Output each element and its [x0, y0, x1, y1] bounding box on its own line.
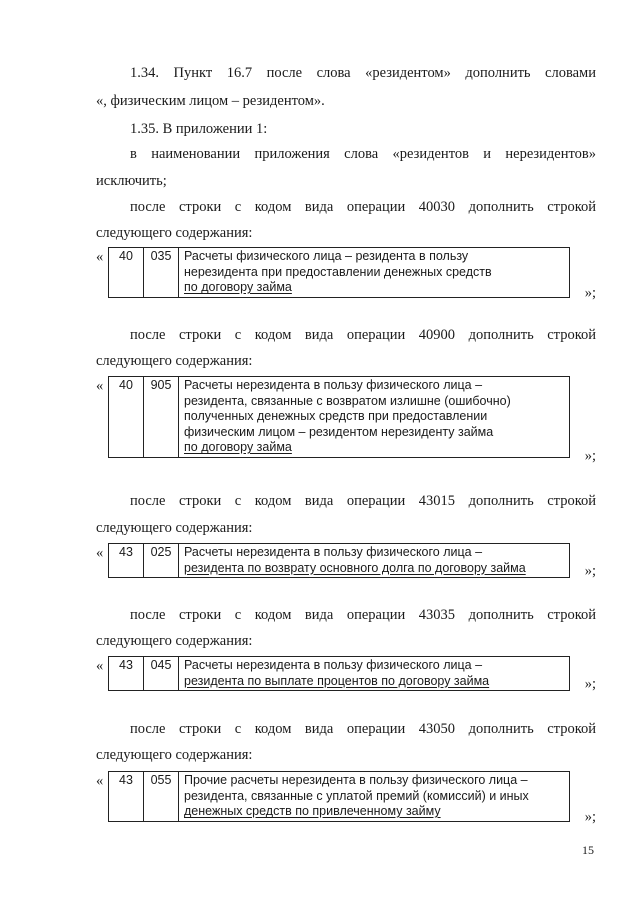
paragraph-1-34-line-2: «, физическим лицом – резидентом».	[96, 93, 325, 109]
quote-open: «	[96, 658, 104, 674]
quote-close: »;	[584, 285, 596, 301]
content-line-1: следующего содержания:	[96, 225, 253, 241]
description-cell-5: Прочие расчеты нерезидента в пользу физического лица – резидента, связанные с уплатой премий (комиссий) и иных денежных средств по привлеченному займу	[179, 772, 570, 822]
description-cell-2: Расчеты нерезидента в пользу физического лица – резидента, связанные с возвратом излишне (ошибочно) полученных денежных средств при предоставлении физическим лицом – резидентом нерезиденту займа по договору займа	[179, 377, 570, 458]
quote-close: »;	[584, 809, 596, 825]
code-row-2	[96, 376, 596, 466]
code-table-1	[108, 247, 570, 298]
subcode-cell-4: 045	[144, 657, 179, 691]
after-code-2: 40900	[418, 327, 456, 343]
code-cell-1: 40	[109, 248, 144, 298]
quote-close: »;	[584, 676, 596, 692]
subcode-cell-2: 905	[144, 377, 179, 458]
code-cell-5: 43	[109, 772, 144, 822]
after-line-1: после строки с кодом вида операции 40030 дополнить строкой	[130, 199, 597, 215]
after-line-2: после строки с кодом вида операции 40900 дополнить строкой	[130, 327, 597, 343]
code-table-2	[108, 376, 570, 458]
quote-open: «	[96, 545, 104, 561]
quote-open: «	[96, 249, 104, 265]
subcode-cell-5: 055	[144, 772, 179, 822]
paragraph-name-line-2: исключить;	[96, 173, 167, 189]
description-cell-1: Расчеты физического лица – резидента в пользу нерезидента при предоставлении денежных средств по договору займа	[179, 248, 570, 298]
code-cell-3: 43	[109, 544, 144, 578]
quote-open: «	[96, 378, 104, 394]
content-line-5: следующего содержания:	[96, 747, 253, 763]
page-number: 15	[582, 843, 594, 857]
code-table-3	[108, 543, 570, 578]
after-code-3: 43015	[418, 493, 456, 509]
after-code-1: 40030	[418, 199, 456, 215]
code-table-5	[108, 771, 570, 822]
quote-close: »;	[584, 563, 596, 579]
code-table-4	[108, 656, 570, 691]
content-line-2: следующего содержания:	[96, 353, 253, 369]
after-code-4: 43035	[418, 607, 456, 623]
after-line-3: после строки с кодом вида операции 43015 дополнить строкой	[130, 493, 597, 509]
subcode-cell-1: 035	[144, 248, 179, 298]
code-row-4	[96, 656, 596, 696]
description-cell-3: Расчеты нерезидента в пользу физического лица – резидента по возврату основного долга по договору займа	[179, 544, 570, 578]
code-cell-2: 40	[109, 377, 144, 458]
code-row-1	[96, 247, 596, 303]
paragraph-name-line-1: в наименовании приложения слова «резидентов и нерезидентов»	[130, 146, 596, 162]
subcode-cell-3: 025	[144, 544, 179, 578]
quote-close: »;	[584, 448, 596, 464]
after-code-5: 43050	[418, 721, 456, 737]
content-line-3: следующего содержания:	[96, 520, 253, 536]
content-line-4: следующего содержания:	[96, 633, 253, 649]
code-cell-4: 43	[109, 657, 144, 691]
description-cell-4: Расчеты нерезидента в пользу физического лица – резидента по выплате процентов по договору займа	[179, 657, 570, 691]
after-line-4: после строки с кодом вида операции 43035 дополнить строкой	[130, 607, 597, 623]
paragraph-1-35: 1.35. В приложении 1:	[130, 121, 268, 137]
code-row-5	[96, 771, 596, 827]
after-line-5: после строки с кодом вида операции 43050 дополнить строкой	[130, 721, 597, 737]
quote-open: «	[96, 773, 104, 789]
code-row-3	[96, 543, 596, 583]
paragraph-1-34-line-1: 1.34. Пункт 16.7 после слова «резидентом» дополнить словами	[130, 65, 596, 81]
